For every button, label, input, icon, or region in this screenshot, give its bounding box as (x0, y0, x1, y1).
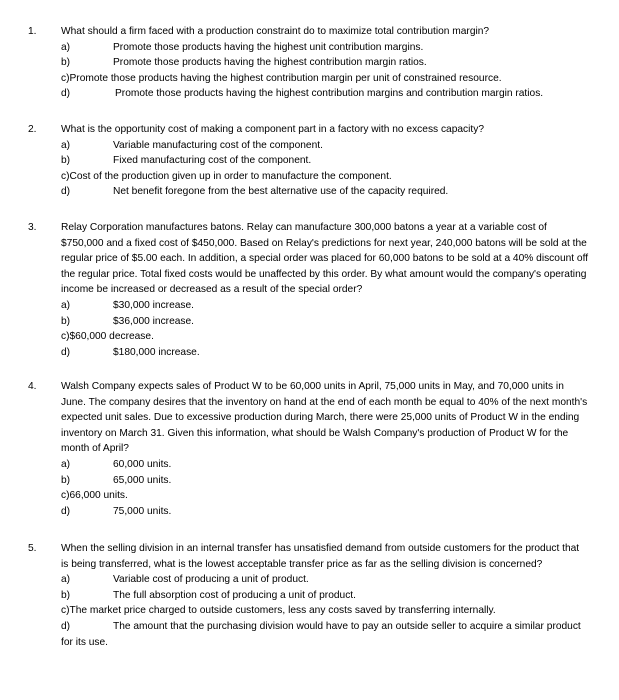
option-text: Variable cost of producing a unit of product. (113, 574, 309, 586)
option-d (61, 86, 589, 102)
option-b (61, 473, 589, 489)
option-text: $180,000 increase. (113, 346, 200, 358)
question-stem: What is the opportunity cost of making a component part in a factory with no excess capacity? (61, 124, 484, 135)
option-b (61, 588, 589, 604)
question-block (61, 379, 589, 519)
option-text: The full absorption cost of producing a unit of product. (113, 589, 356, 601)
option-c (61, 329, 589, 345)
option-text: Promote those products having the highest contribution margin per unit of constrained resource. (69, 72, 502, 84)
option-text: 75,000 units. (113, 505, 172, 517)
option-d (61, 504, 589, 520)
option-c (61, 71, 589, 87)
option-a (61, 138, 589, 154)
option-d (61, 619, 589, 650)
option-text: $60,000 decrease. (69, 331, 154, 343)
option-d (61, 345, 589, 361)
option-letter: a) (61, 41, 71, 53)
option-letter: d) (61, 505, 71, 517)
option-a (61, 572, 589, 588)
option-text: Promote those products having the highest unit contribution margins. (113, 41, 424, 53)
question-number: 1. (28, 26, 37, 37)
option-letter: a) (61, 574, 71, 586)
question-block (61, 24, 589, 102)
option-text: 60,000 units. (113, 458, 172, 470)
option-letter: c) (61, 490, 70, 502)
option-letter: d) (61, 346, 71, 358)
option-letter: b) (61, 315, 71, 327)
option-letter: a) (61, 299, 71, 311)
question-stem: Walsh Company expects sales of Product W to be 60,000 units in April, 75,000 units in May, and 70,000 units in June. The company desires that the inventory on hand at the end of each month be equal to 40% of the next month's expected unit sales. Due to excessive production during March, there were 25,000 units of Product W in the ending inventory on March 31. Given this information, what should be Walsh Company's production of Product W for the month of April? (61, 381, 588, 455)
option-b (61, 314, 589, 330)
option-c (61, 169, 589, 185)
option-letter: b) (61, 589, 71, 601)
question-stem: When the selling division in an internal transfer has unsatisfied demand from outside customers for the product that is being transferred, what is the lowest acceptable transfer price as far as the selling division is concerned? (61, 543, 580, 570)
option-letter: c) (61, 605, 70, 617)
question-block (61, 541, 589, 650)
question-stem: What should a firm faced with a production constraint do to maximize total contribution margin? (61, 26, 490, 37)
option-letter: d) (61, 620, 71, 632)
option-text: The amount that the purchasing division would have to pay an outside seller to acquire a similar product for its use. (61, 620, 581, 648)
option-text: Net benefit foregone from the best alternative use of the capacity required. (113, 186, 449, 198)
option-a (61, 298, 589, 314)
option-a (61, 457, 589, 473)
option-a (61, 40, 589, 56)
option-text: Fixed manufacturing cost of the component. (113, 155, 312, 167)
question-number: 2. (28, 124, 37, 135)
option-d (61, 184, 589, 200)
option-b (61, 55, 589, 71)
option-text: Promote those products having the highest contribution margins and contribution margin ratios. (115, 88, 544, 100)
option-text: Variable manufacturing cost of the component. (113, 139, 323, 151)
question-number: 4. (28, 381, 37, 392)
option-text: $30,000 increase. (113, 299, 194, 311)
option-b (61, 153, 589, 169)
option-letter: b) (61, 57, 71, 69)
question-block (61, 122, 589, 200)
question-block (61, 220, 589, 360)
option-text: Promote those products having the highest contribution margin ratios. (113, 57, 427, 69)
option-letter: a) (61, 139, 71, 151)
option-c (61, 488, 589, 504)
option-text: $36,000 increase. (113, 315, 194, 327)
option-letter: d) (61, 88, 71, 100)
option-letter: b) (61, 474, 71, 486)
question-number: 5. (28, 543, 37, 554)
question-number: 3. (28, 222, 37, 233)
question-stem: Relay Corporation manufactures batons. Relay can manufacture 300,000 batons a year at a variable cost of $750,000 and a fixed cost of $450,000. Based on Relay's predictions for next year, 240,000 batons will be sold at the regular price of $5.00 each. In addition, a special order was placed for 60,000 batons to be sold at a 40% discount off the regular price. Total fixed costs would be unaffected by this order. By what amount would the company's operating income be increased or decreased as a result of the special order? (61, 222, 589, 296)
option-text: Cost of the production given up in order to manufacture the component. (69, 170, 392, 182)
option-letter: c) (61, 72, 70, 84)
option-text: The market price charged to outside customers, less any costs saved by transferring internally. (69, 605, 496, 617)
option-c (61, 603, 589, 619)
option-letter: c) (61, 170, 70, 182)
option-letter: a) (61, 458, 71, 470)
option-letter: c) (61, 331, 70, 343)
option-letter: b) (61, 155, 71, 167)
option-letter: d) (61, 186, 71, 198)
option-text: 65,000 units. (113, 474, 172, 486)
option-text: 66,000 units. (69, 490, 128, 502)
